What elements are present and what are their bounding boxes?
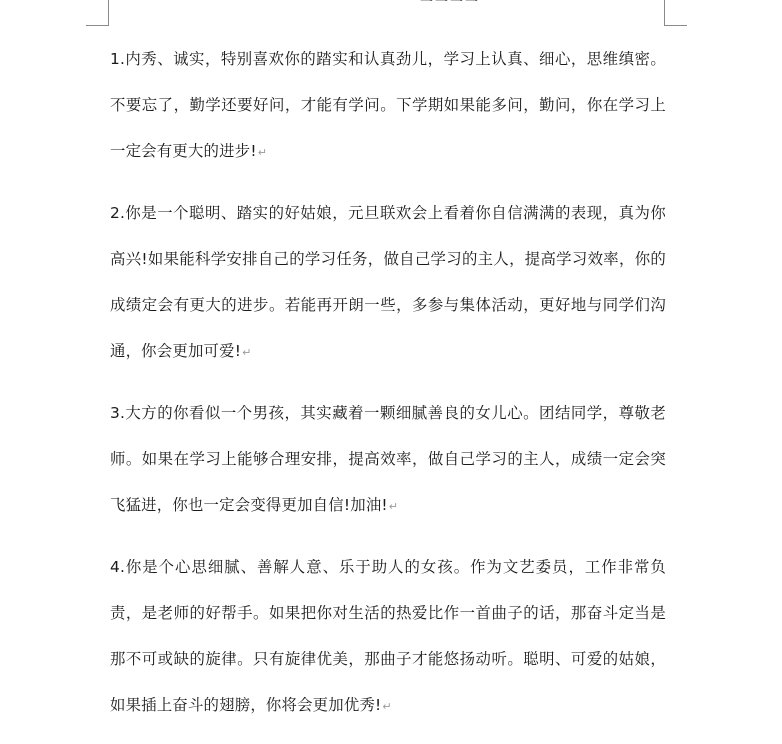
paragraph-text: 3.大方的你看似一个男孩，其实藏着一颗细腻善良的女儿心。团结同学，尊敬老师。如果在学习上能够合理安排，提高效率，做自己学习的主人，成绩一定会突飞猛进，你也一定会变得更加自信!加油! (110, 404, 666, 514)
document-body[interactable] (110, 36, 666, 744)
paragraph-mark-icon: ↵ (242, 346, 252, 359)
crop-mark-top-left-horizontal (86, 25, 108, 26)
paragraph-text: 4.你是个心思细腻、善解人意、乐于助人的女孩。作为文艺委员，工作非常负责，是老师的好帮手。如果把你对生活的热爱比作一首曲子的话，那奋斗定当是那不可或缺的旋律。只有旋律优美，那曲子才能悠扬动听。聪明、可爱的姑娘，如果插上奋斗的翅膀，你将会更加优秀! (110, 558, 666, 714)
comment-paragraph-3[interactable] (110, 390, 666, 530)
paragraph-mark-icon: ↵ (257, 146, 268, 159)
paragraph-text: 1.内秀、诚实，特别喜欢你的踏实和认真劲儿，学习上认真、细心，思维缜密。不要忘了，勤学还要好问，才能有学问。下学期如果能多问，勤问，你在学习上一定会有更大的进步! (110, 50, 666, 160)
paragraph-text: 2.你是一个聪明、踏实的好姑娘，元旦联欢会上看着你自信满满的表现，真为你高兴!如果能科学安排自己的学习任务，做自己学习的主人，提高学习效率，你的成绩定会有更大的进步。若能再开朗一些，多参与集体活动，更好地与同学们沟通，你会更加可爱! (110, 204, 666, 360)
crop-mark-top-left-vertical (108, 0, 109, 26)
paragraph-mark-icon: ↵ (388, 500, 399, 513)
comment-paragraph-1[interactable] (110, 36, 666, 176)
page-header-cut-off: 一一一一 (420, 0, 481, 10)
comment-paragraph-4[interactable] (110, 544, 666, 730)
crop-mark-top-right-vertical (664, 0, 665, 26)
paragraph-mark-icon: ↵ (382, 700, 392, 713)
comment-paragraph-2[interactable] (110, 190, 666, 376)
crop-mark-top-right-horizontal (665, 25, 687, 26)
